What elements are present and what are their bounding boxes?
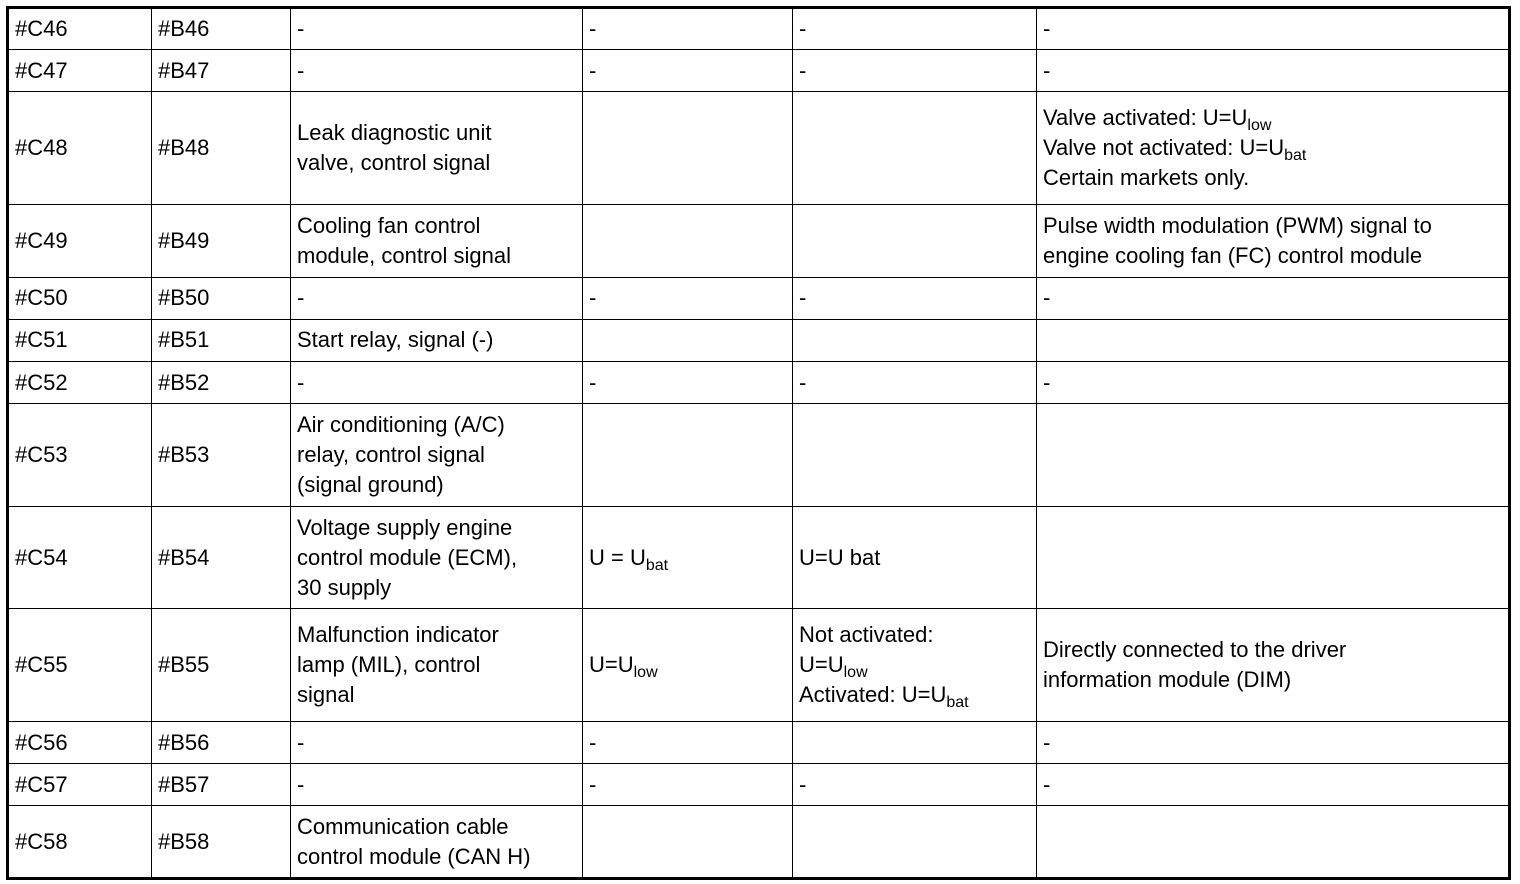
description-line: Communication cable [297, 813, 509, 839]
description-cell [291, 319, 583, 361]
notes-line [1043, 103, 1502, 133]
value-b-cell [793, 722, 1037, 764]
description-line: control module (ECM), [297, 544, 518, 570]
description-line: - [297, 369, 305, 395]
value-a-cell [583, 506, 793, 609]
table-row [8, 50, 1510, 92]
notes-line: Certain markets only. [1043, 165, 1250, 191]
connector-c-pin-cell [8, 764, 152, 806]
connector-c-pin-cell [8, 319, 152, 361]
notes-cell [1037, 92, 1510, 205]
formula-text: U=U [799, 652, 844, 678]
value-b-cell [793, 806, 1037, 879]
value-b-cell [793, 8, 1037, 50]
connector-b-pin-text: #B49 [158, 227, 210, 253]
value-b-line: Not activated: [799, 622, 934, 648]
formula-subscript: bat [645, 556, 669, 574]
table-row [8, 361, 1510, 403]
table-row [8, 506, 1510, 609]
value-b-cell [793, 404, 1037, 507]
notes-cell [1037, 722, 1510, 764]
value-b-line: - [799, 369, 807, 395]
description-cell [291, 609, 583, 722]
notes-line: information module (DIM) [1043, 667, 1292, 693]
connector-c-pin-text: #C53 [15, 442, 68, 467]
notes-cell [1037, 404, 1510, 507]
connector-b-pin-text: #B57 [158, 771, 210, 797]
connector-c-pin-cell [8, 506, 152, 609]
description-line: valve, control signal [297, 150, 491, 176]
value-a-cell [583, 319, 793, 361]
connector-c-pin-cell [8, 404, 152, 507]
pin-assignment-table [6, 6, 1511, 880]
table-row [8, 722, 1510, 764]
table-row [8, 609, 1510, 722]
notes-line [1043, 133, 1502, 163]
connector-c-pin-cell [8, 722, 152, 764]
description-line: control module (CAN H) [297, 843, 531, 869]
description-cell [291, 50, 583, 92]
value-b-cell [793, 764, 1037, 806]
description-line: Start relay, signal (-) [297, 327, 494, 353]
description-line: Voltage supply engine [297, 514, 513, 540]
connector-c-pin-text: #C57 [15, 771, 68, 797]
formula-subscript: low [843, 664, 868, 682]
value-a-cell [583, 8, 793, 50]
value-b-cell [793, 92, 1037, 205]
notes-cell [1037, 50, 1510, 92]
notes-line: Pulse width modulation (PWM) signal to [1043, 212, 1432, 238]
description-line: - [297, 285, 305, 311]
connector-c-pin-text: #C50 [15, 285, 68, 311]
formula-text: Valve not activated: U=U [1043, 135, 1285, 161]
connector-c-pin-cell [8, 609, 152, 722]
connector-c-pin-text: #C48 [15, 135, 68, 161]
value-b-line [799, 650, 1030, 680]
connector-b-pin-text: #B55 [158, 652, 210, 678]
description-line: Malfunction indicator [297, 622, 499, 648]
table-row [8, 404, 1510, 507]
connector-b-pin-cell [152, 506, 291, 609]
connector-b-pin-text: #B53 [158, 442, 210, 467]
description-cell [291, 205, 583, 277]
notes-cell [1037, 506, 1510, 609]
value-a-cell [583, 722, 793, 764]
notes-line: - [1043, 57, 1051, 83]
connector-c-pin-cell [8, 205, 152, 277]
formula-text: Activated: U=U [799, 682, 947, 708]
description-line: - [297, 57, 305, 83]
connector-c-pin-text: #C46 [15, 16, 68, 42]
table-row [8, 319, 1510, 361]
connector-b-pin-cell [152, 722, 291, 764]
connector-b-pin-text: #B50 [158, 285, 210, 311]
notes-cell [1037, 361, 1510, 403]
connector-b-pin-text: #B47 [158, 57, 210, 83]
table-row [8, 205, 1510, 277]
value-b-line: - [799, 57, 807, 83]
description-line: Leak diagnostic unit [297, 120, 492, 146]
description-cell [291, 92, 583, 205]
connector-c-pin-text: #C52 [15, 369, 68, 395]
formula-text: U=U [589, 652, 634, 678]
value-a-cell [583, 806, 793, 879]
description-line: signal [297, 682, 355, 708]
value-a-line: - [589, 16, 597, 42]
connector-c-pin-cell [8, 50, 152, 92]
connector-b-pin-cell [152, 361, 291, 403]
connector-b-pin-cell [152, 404, 291, 507]
connector-b-pin-cell [152, 277, 291, 319]
value-a-line: - [589, 369, 597, 395]
connector-b-pin-cell [152, 8, 291, 50]
value-a-cell [583, 361, 793, 403]
table-row [8, 806, 1510, 879]
value-a-line [589, 650, 786, 680]
description-line: Cooling fan control [297, 212, 481, 238]
formula-subscript: bat [1284, 147, 1307, 165]
description-line: 30 supply [297, 574, 392, 600]
connector-c-pin-cell [8, 806, 152, 879]
value-a-line: - [589, 57, 597, 83]
table-row [8, 277, 1510, 319]
value-b-line [799, 680, 1030, 710]
description-line: module, control signal [297, 242, 512, 268]
value-b-line: - [799, 285, 807, 311]
description-cell [291, 404, 583, 507]
formula-subscript: low [1247, 117, 1272, 135]
notes-cell [1037, 764, 1510, 806]
formula-subscript: low [633, 664, 658, 682]
connector-c-pin-cell [8, 277, 152, 319]
notes-cell [1037, 8, 1510, 50]
description-cell [291, 506, 583, 609]
description-line: - [297, 729, 305, 755]
connector-c-pin-cell [8, 92, 152, 205]
table-row [8, 764, 1510, 806]
value-a-line: - [589, 285, 597, 311]
notes-cell [1037, 277, 1510, 319]
notes-cell [1037, 205, 1510, 277]
notes-line: - [1043, 16, 1051, 42]
connector-b-pin-cell [152, 806, 291, 879]
notes-line: - [1043, 771, 1051, 797]
description-line: relay, control signal [297, 442, 485, 467]
connector-b-pin-cell [152, 319, 291, 361]
connector-c-pin-text: #C58 [15, 828, 68, 854]
connector-c-pin-text: #C56 [15, 729, 68, 755]
value-b-line: U=U bat [799, 544, 881, 570]
connector-c-pin-text: #C51 [15, 327, 68, 353]
connector-b-pin-cell [152, 50, 291, 92]
value-b-cell [793, 361, 1037, 403]
connector-b-pin-text: #B58 [158, 828, 210, 854]
connector-b-pin-text: #B46 [158, 16, 210, 42]
description-cell [291, 722, 583, 764]
connector-c-pin-text: #C55 [15, 652, 68, 678]
value-b-cell [793, 319, 1037, 361]
formula-text: Valve activated: U=U [1043, 105, 1248, 131]
connector-c-pin-cell [8, 8, 152, 50]
connector-b-pin-cell [152, 609, 291, 722]
connector-c-pin-text: #C47 [15, 57, 68, 83]
notes-line: Directly connected to the driver [1043, 637, 1347, 663]
table-body [8, 8, 1510, 879]
notes-cell [1037, 319, 1510, 361]
value-b-cell [793, 205, 1037, 277]
formula-text: U = U [589, 544, 646, 570]
value-a-cell [583, 205, 793, 277]
description-line: (signal ground) [297, 472, 444, 497]
value-a-cell [583, 764, 793, 806]
value-a-cell [583, 50, 793, 92]
connector-b-pin-cell [152, 205, 291, 277]
connector-b-pin-cell [152, 92, 291, 205]
connector-c-pin-text: #C54 [15, 544, 68, 570]
description-cell [291, 806, 583, 879]
description-cell [291, 764, 583, 806]
value-a-cell [583, 404, 793, 507]
value-b-cell [793, 609, 1037, 722]
connector-b-pin-text: #B54 [158, 544, 210, 570]
description-cell [291, 8, 583, 50]
value-a-cell [583, 609, 793, 722]
description-line: Air conditioning (A/C) [297, 412, 505, 437]
value-a-line: - [589, 771, 597, 797]
value-b-cell [793, 277, 1037, 319]
table-row [8, 8, 1510, 50]
description-line: - [297, 771, 305, 797]
description-cell [291, 277, 583, 319]
value-b-cell [793, 50, 1037, 92]
table-row [8, 92, 1510, 205]
connector-c-pin-text: #C49 [15, 227, 68, 253]
connector-b-pin-text: #B51 [158, 327, 210, 353]
notes-line: - [1043, 369, 1051, 395]
notes-cell [1037, 806, 1510, 879]
connector-b-pin-text: #B52 [158, 369, 210, 395]
description-line: lamp (MIL), control [297, 652, 481, 678]
value-a-cell [583, 277, 793, 319]
notes-line: - [1043, 285, 1051, 311]
description-cell [291, 361, 583, 403]
value-a-line: - [589, 729, 597, 755]
value-b-line: - [799, 771, 807, 797]
connector-b-pin-text: #B48 [158, 135, 210, 161]
value-b-line: - [799, 16, 807, 42]
notes-line: engine cooling fan (FC) control module [1043, 242, 1423, 268]
value-a-cell [583, 92, 793, 205]
description-line: - [297, 16, 305, 42]
value-b-cell [793, 506, 1037, 609]
notes-cell [1037, 609, 1510, 722]
notes-line: - [1043, 729, 1051, 755]
connector-b-pin-text: #B56 [158, 729, 210, 755]
formula-subscript: bat [946, 694, 969, 712]
value-a-line [589, 543, 786, 573]
connector-c-pin-cell [8, 361, 152, 403]
connector-b-pin-cell [152, 764, 291, 806]
